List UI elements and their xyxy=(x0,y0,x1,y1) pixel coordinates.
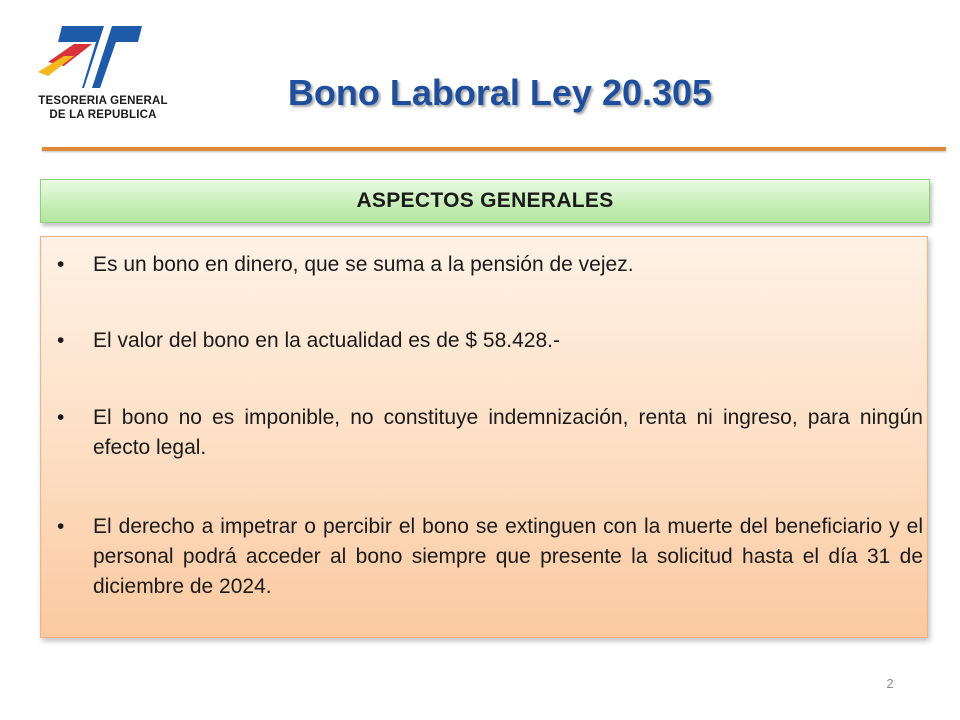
tesoreria-logo xyxy=(28,22,188,132)
section-heading-box xyxy=(40,179,930,223)
bullet-icon: • xyxy=(57,253,65,276)
section-heading: ASPECTOS GENERALES xyxy=(356,189,614,212)
logo-text-line-2: DE LA REPUBLICA xyxy=(49,109,157,121)
content-box xyxy=(40,236,928,638)
bullet-text: El valor del bono en la actualidad es de $ 58.428.- xyxy=(93,329,560,352)
bullet-item xyxy=(57,250,923,280)
logo-text-line-1: TESORERIA GENERAL xyxy=(38,95,168,107)
bullet-item xyxy=(57,326,923,356)
page-number: 2 xyxy=(886,676,894,691)
bullet-text: El bono no es imponible, no constituye indemnización, renta ni ingreso, para ningún efecto legal. xyxy=(93,406,923,459)
tesoreria-emblem-icon xyxy=(34,22,174,94)
bullet-item xyxy=(57,403,923,463)
title-divider xyxy=(42,147,946,151)
logo-text xyxy=(28,94,178,122)
bullet-icon: • xyxy=(57,515,65,538)
bullet-text: El derecho a impetrar o percibir el bono se extinguen con la muerte del beneficiario y el personal podrá acceder al bono siempre que presente la solicitud hasta el día 31 de diciembre de 2024. xyxy=(93,515,923,598)
page-title: Bono Laboral Ley 20.305 xyxy=(287,72,713,113)
bullet-text: Es un bono en dinero, que se suma a la pensión de vejez. xyxy=(93,253,634,276)
bullet-icon: • xyxy=(57,406,65,429)
bullet-icon: • xyxy=(57,329,65,352)
bullet-item xyxy=(57,512,923,602)
